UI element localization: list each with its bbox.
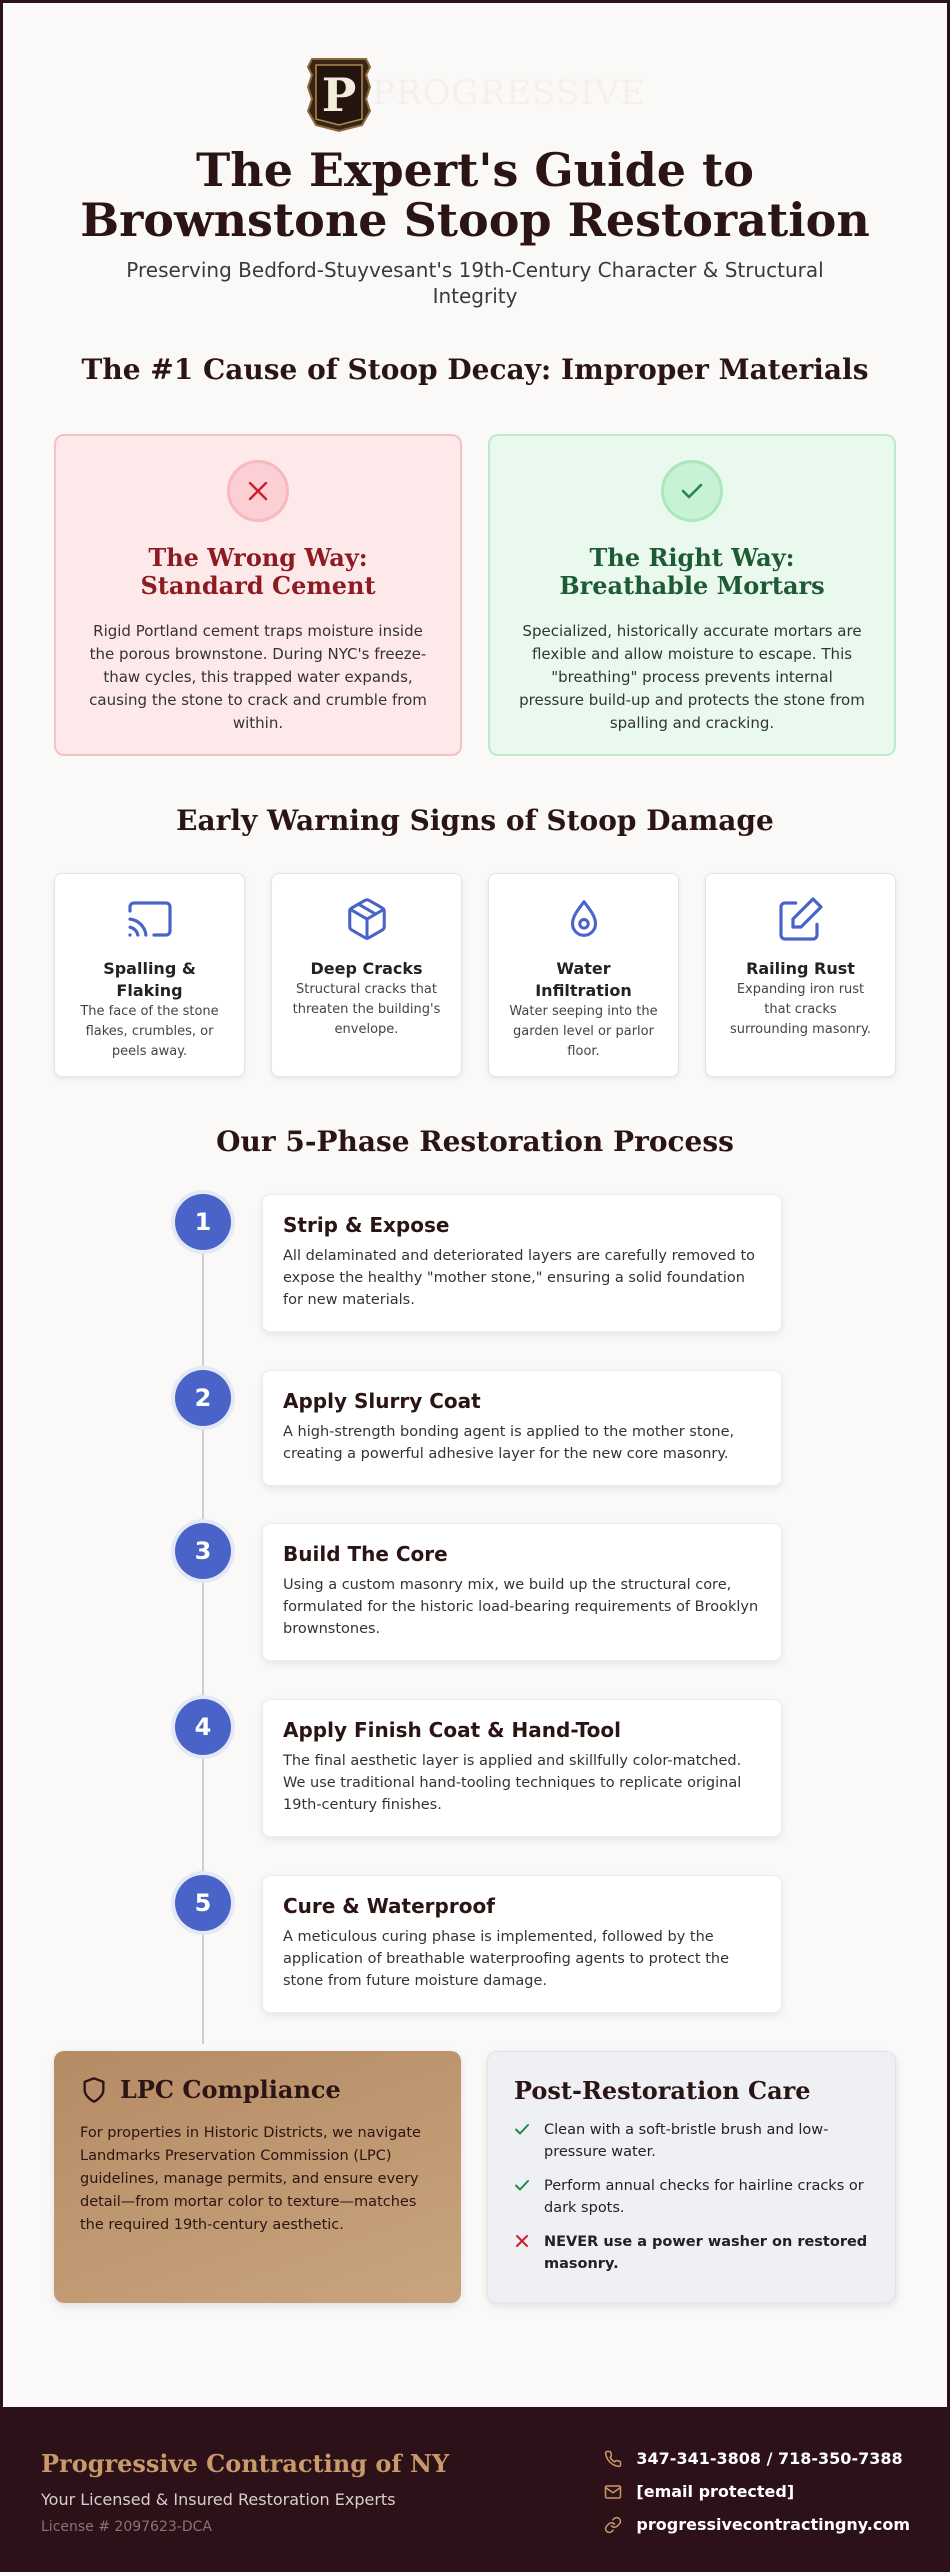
step-title: Cure & Waterproof: [283, 1894, 495, 1918]
step-card: [262, 1699, 782, 1837]
step-number-badge: 4: [175, 1699, 231, 1755]
logo-wordmark: PROGRESSIVE: [372, 73, 646, 113]
step-card: [262, 1194, 782, 1332]
post-restoration-card: [487, 2051, 896, 2303]
right-way-text: Specialized, historically accurate mortars are flexible and allow moisture to escape. This "breathing" process prevents internal pressure build-up and protects the stone from spalling and cracking.: [519, 622, 865, 732]
list-item: [514, 2231, 869, 2275]
list-item: [514, 2175, 869, 2219]
care-item-text: NEVER use a power washer on restored masonry.: [544, 2234, 868, 2272]
mail-icon: [604, 2483, 622, 2501]
step-number-badge: 5: [175, 1875, 231, 1931]
cast-icon: [126, 895, 174, 943]
process-step-4: [3, 1699, 950, 1875]
step-title: Build The Core: [283, 1542, 448, 1566]
company-name: Progressive Contracting of NY: [41, 2449, 450, 2478]
process-section: [3, 1125, 947, 2051]
phone-icon: [604, 2450, 622, 2468]
check-icon: [514, 2121, 530, 2137]
box-icon: [344, 896, 390, 942]
company-logo[interactable]: [3, 51, 947, 135]
info-section: [3, 2051, 947, 2303]
step-text: Using a custom masonry mix, we build up the structural core, formulated for the historic load-bearing requirements of Brooklyn brownstones.: [283, 1577, 759, 1637]
phone-link[interactable]: [604, 2449, 910, 2468]
warning-title: Deep Cracks: [310, 959, 423, 978]
care-item-text: Perform annual checks for hairline cracks or dark spots.: [544, 2178, 864, 2216]
company-tagline: Your Licensed & Insured Restoration Experts: [41, 2490, 396, 2509]
email-link[interactable]: [604, 2482, 910, 2501]
step-title: Apply Slurry Coat: [283, 1389, 481, 1413]
process-step-2: [3, 1370, 950, 1523]
step-number-badge: 1: [175, 1194, 231, 1250]
warning-text: Water seeping into the garden level or parlor floor.: [509, 1004, 658, 1059]
warning-title: Spalling & Flaking: [103, 959, 196, 1000]
website-link[interactable]: [604, 2515, 910, 2534]
website-text: progressivecontractingny.com: [636, 2515, 910, 2534]
care-list: [514, 2119, 869, 2275]
email-text: [email protected]: [636, 2482, 795, 2501]
edit-icon: [777, 895, 825, 943]
warning-signs-section: [3, 804, 947, 1077]
process-heading: Our 5-Phase Restoration Process: [216, 1125, 734, 1158]
warning-text: Structural cracks that threaten the building's envelope.: [292, 982, 441, 1037]
care-title: Post-Restoration Care: [514, 2076, 811, 2105]
materials-heading: The #1 Cause of Stoop Decay: Improper Materials: [81, 353, 869, 386]
logo-badge-icon: [304, 53, 374, 133]
right-way-title: The Right Way: Breathable Mortars: [559, 543, 825, 600]
warning-title: Railing Rust: [746, 959, 855, 978]
shield-icon: [80, 2076, 108, 2104]
step-number-badge: 2: [175, 1370, 231, 1426]
page-subtitle: Preserving Bedford-Stuyvesant's 19th-Century Character & Structural Integrity: [126, 258, 824, 308]
droplet-icon: [561, 896, 607, 942]
warning-signs-heading: Early Warning Signs of Stoop Damage: [176, 804, 774, 837]
x-icon: [227, 460, 289, 522]
warning-title: Water Infiltration: [535, 959, 632, 1000]
step-text: A meticulous curing phase is implemented, followed by the application of breathable waterproofing agents to protect the stone from future moisture damage.: [283, 1929, 729, 1989]
check-icon: [514, 2177, 530, 2193]
lpc-compliance-card: [54, 2051, 461, 2303]
step-text: A high-strength bonding agent is applied to the mother stone, creating a powerful adhesive layer for the new core masonry.: [283, 1424, 735, 1462]
wrong-way-card: [54, 434, 462, 756]
x-icon: [514, 2233, 530, 2249]
step-card: [262, 1523, 782, 1661]
svg-text:P: P: [321, 68, 357, 122]
process-step-3: [3, 1523, 950, 1699]
page-title: The Expert's Guide to Brownstone Stoop Restoration: [80, 143, 870, 247]
warning-text: The face of the stone flakes, crumbles, or peels away.: [80, 1004, 219, 1059]
process-step-5: [3, 1875, 950, 2051]
phone-text: 347-341-3808 / 718-350-7388: [636, 2449, 903, 2468]
warning-card-water: [488, 873, 679, 1077]
step-text: All delaminated and deteriorated layers are carefully removed to expose the healthy "mother stone," ensuring a solid foundation for new materials.: [283, 1248, 756, 1308]
footer-company: [41, 2441, 449, 2572]
materials-section: [3, 353, 947, 756]
step-title: Apply Finish Coat & Hand-Tool: [283, 1718, 621, 1742]
link-icon: [604, 2516, 622, 2534]
warning-card-rust: [705, 873, 896, 1077]
step-text: The final aesthetic layer is applied and skillfully color-matched. We use traditional hand-tooling techniques to replicate original 19th-century finishes.: [283, 1753, 742, 1813]
check-icon: [661, 460, 723, 522]
wrong-way-text: Rigid Portland cement traps moisture inside the porous brownstone. During NYC's freeze-thaw cycles, this trapped water expands, causing the stone to crack and crumble from within.: [89, 622, 427, 732]
warning-card-spalling: [54, 873, 245, 1077]
step-card: [262, 1875, 782, 2013]
warning-signs-grid: [3, 873, 947, 1077]
wrong-way-title: The Wrong Way: Standard Cement: [140, 543, 376, 600]
list-item: [514, 2119, 869, 2163]
step-number-badge: 3: [175, 1523, 231, 1579]
warning-text: Expanding iron rust that cracks surrounding masonry.: [729, 982, 872, 1037]
materials-comparison: [3, 434, 947, 756]
warning-card-cracks: [271, 873, 462, 1077]
process-timeline: [3, 1194, 950, 2051]
right-way-card: [488, 434, 896, 756]
license-number: License # 2097623-DCA: [41, 2519, 212, 2535]
process-step-1: [3, 1194, 950, 1370]
step-title: Strip & Expose: [283, 1213, 450, 1237]
page-header: [3, 3, 947, 309]
page-footer: [3, 2407, 947, 2572]
care-item-text: Clean with a soft-bristle brush and low-pressure water.: [544, 2122, 829, 2160]
lpc-text: For properties in Historic Districts, we navigate Landmarks Preservation Commission (LPC) guidelines, manage permits, and ensure every detail—from mortar color to texture—matches the required 19th-century aesthetic.: [80, 2125, 421, 2233]
step-card: [262, 1370, 782, 1486]
footer-contacts: [604, 2449, 910, 2572]
lpc-title: LPC Compliance: [120, 2075, 341, 2104]
